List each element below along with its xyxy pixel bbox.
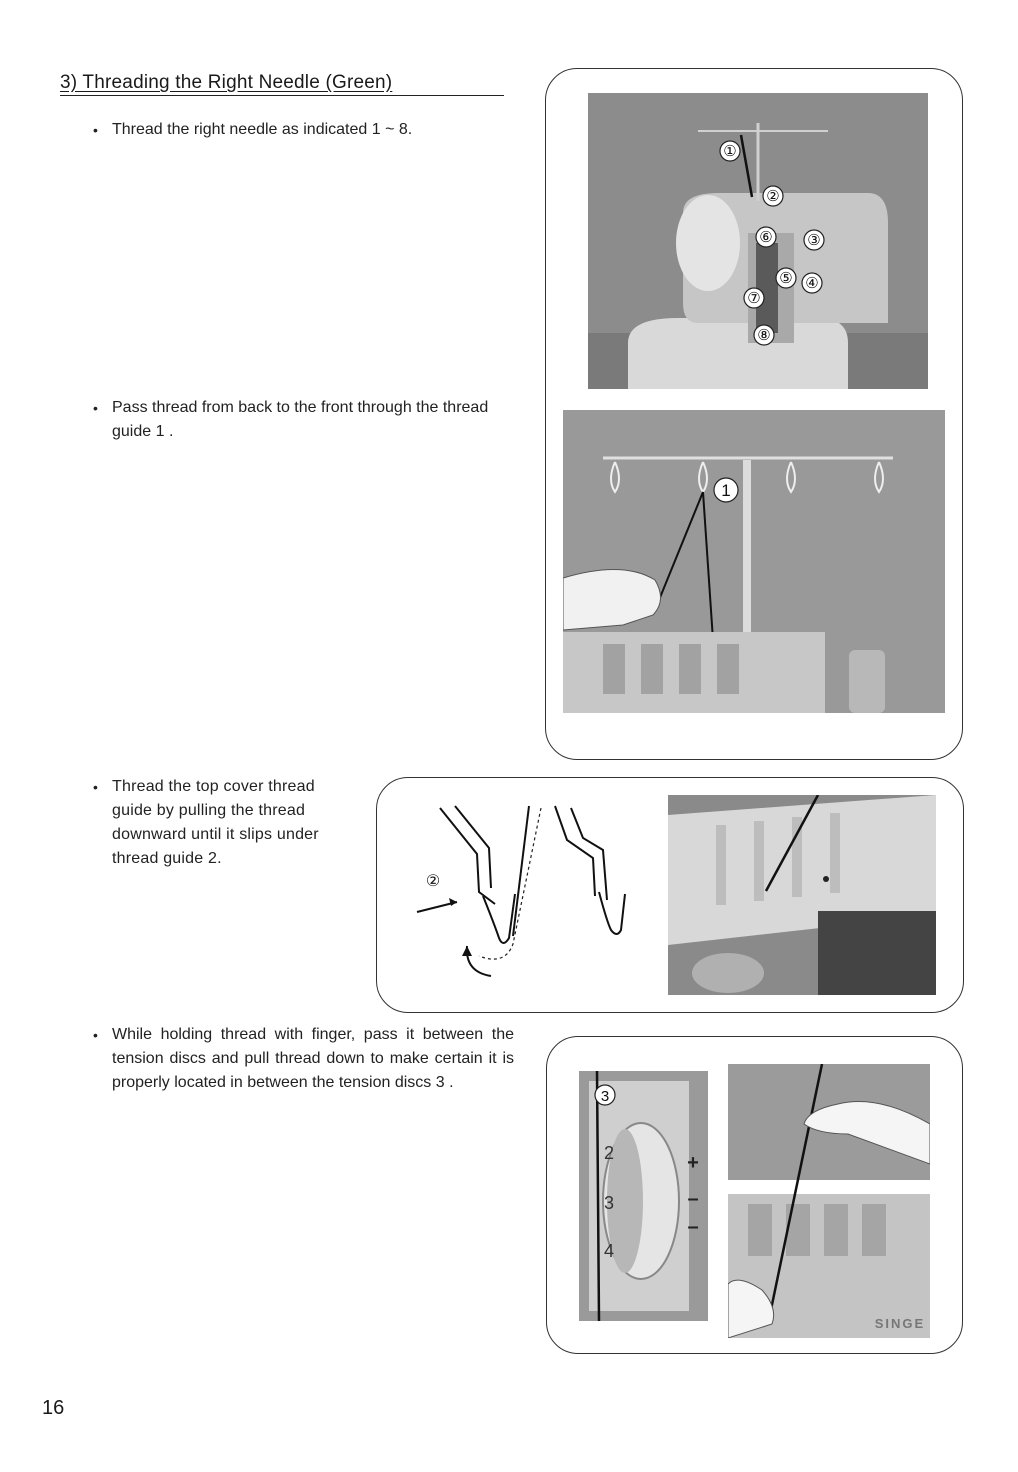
tension-dial-photo [579,1071,708,1321]
dial-number-2: 2 [603,1143,615,1163]
overview-marker-4: ④ [805,275,819,292]
dial-sign-minus-2: – [687,1216,699,1238]
guide-1-marker: 1 [721,481,731,500]
bullet-dot: • [93,779,99,795]
tension-hands-photo [728,1064,930,1338]
step-3 [93,775,326,871]
bullet-dot: • [93,1027,98,1043]
overview-marker-1: ① [723,143,737,160]
step-4 [93,1023,514,1095]
machine-overview-photo [588,93,928,389]
page-number: 16 [42,1397,65,1419]
dial-number-3: 3 [603,1193,615,1213]
overview-marker-6: ⑥ [759,229,773,246]
overview-marker-7: ⑦ [747,290,761,307]
step-3-text: Thread the top cover thread guide by pulling the thread downward until it slips under thread guide 2. [112,778,319,867]
brand-label: SINGE [874,1316,926,1331]
cover-guide-photo [668,795,936,995]
bullet-dot: • [93,122,98,138]
dial-number-4: 4 [603,1241,615,1261]
step-1 [93,118,512,142]
overview-marker-8: ⑧ [757,327,771,344]
dial-sign-minus-1: – [687,1188,699,1210]
step-2-text: Pass thread from back to the front through the thread guide 1 . [112,399,489,440]
section-title: 3) Threading the Right Needle (Green) [60,72,393,93]
step-1-text: Thread the right needle as indicated 1 ~ 8. [112,121,413,138]
bullet-dot: • [93,400,98,416]
step-2 [93,396,512,444]
overview-marker-2: ② [766,188,780,205]
cover-guide-diagram [395,796,653,992]
dial-sign-plus: + [687,1152,699,1174]
step-4-text: While holding thread with finger, pass it between the tension discs and pull thread down to make certain it is properly located in between the tension discs 3 . [112,1026,514,1091]
overview-marker-5: ⑤ [779,270,793,287]
guide-2-marker: ② [425,873,441,890]
overview-marker-3: ③ [807,232,821,249]
thread-guide-1-photo [563,410,945,713]
tension-marker: 3 [600,1088,610,1105]
section-heading [60,72,504,96]
